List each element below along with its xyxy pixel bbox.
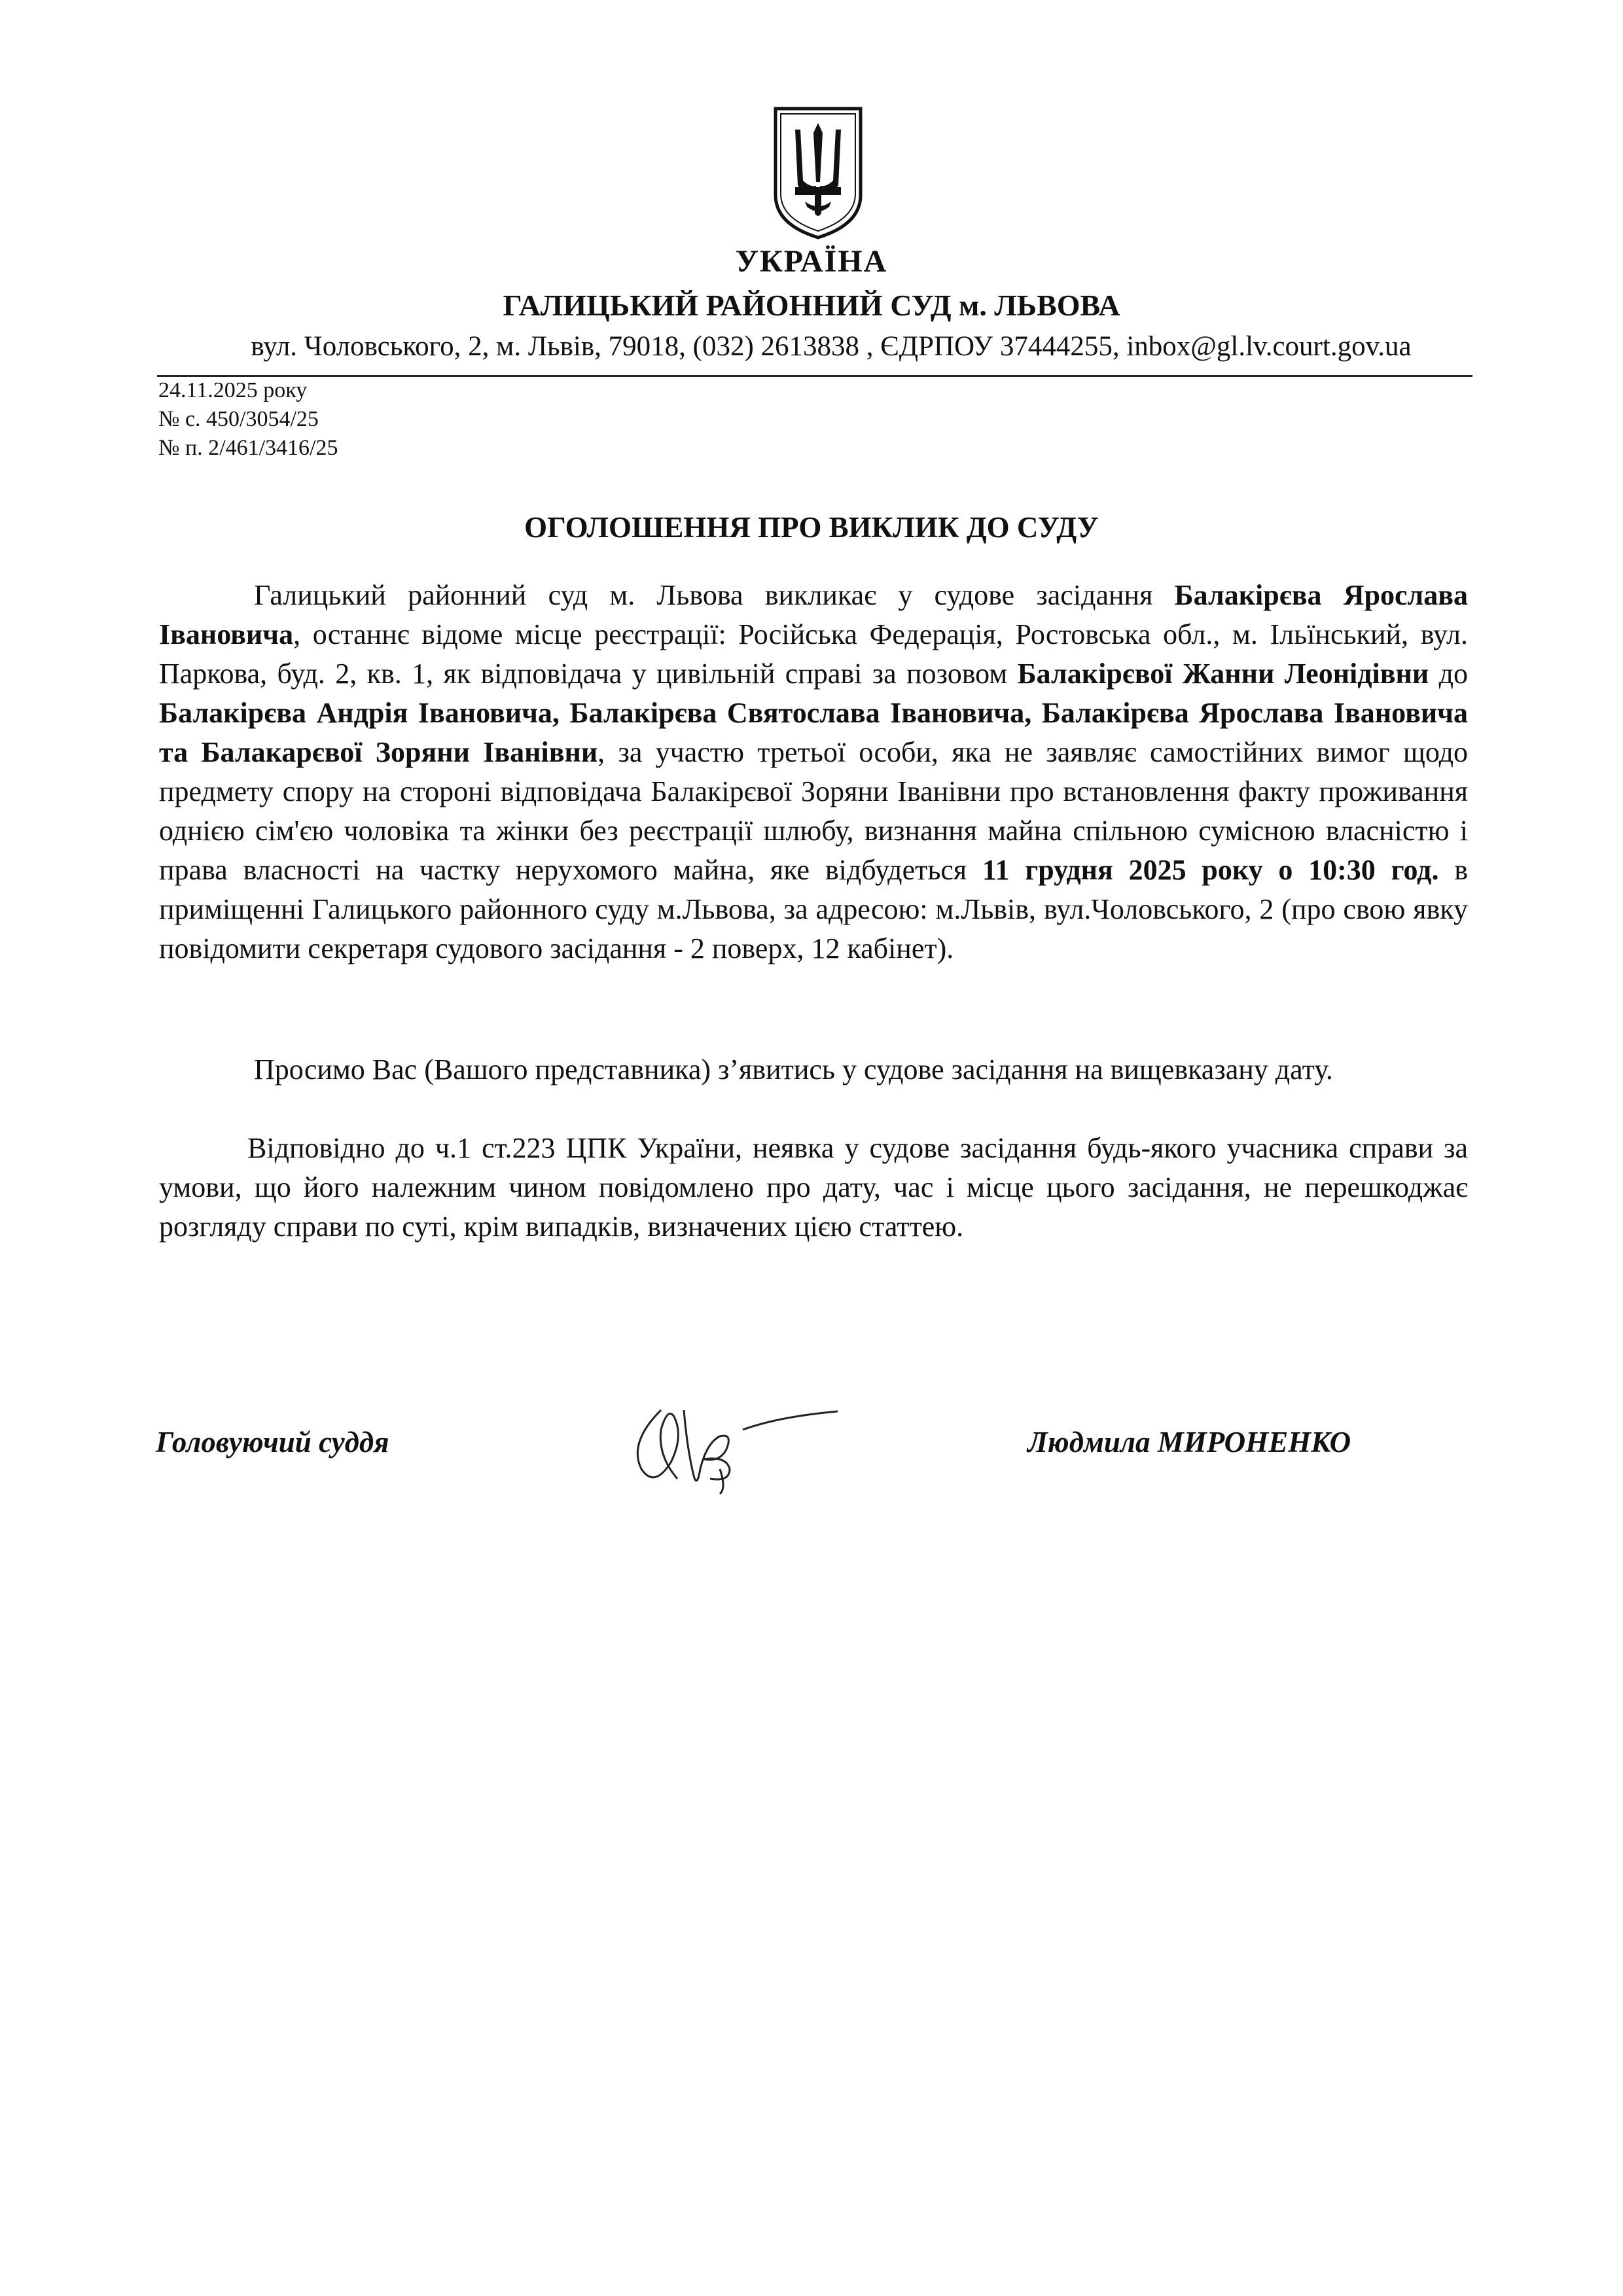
notice-text: в приміщенні Галицького районного суду м.Львова, за адресою: м.Львів, вул.Чоловського, 2 (про свою явку повідомити секретаря судового засідання - 2 поверх, 12 кабінет). — [159, 854, 1469, 964]
notice-text: , останнє відоме місце реєстрації: Російська Федерація, Ростовська обл., м. Ільїнський, вул. Паркова, буд. 2, кв. 1, як відповідача у цивільній справі за позовом — [159, 618, 1468, 690]
notice-text: , за участю третьої особи, яка не заявляє самостійних вимог щодо предмету спору на стороні відповідача Балакірєвої Зоряни Іванівни про встановлення факту проживання однією сім'єю чоловіка та жінки без реєстрації шлюбу, визнання майна спільною сумісною власністю і права власності на частку нерухомого майна, яке відбудеться — [159, 736, 1469, 886]
defendants-list: Балакірєва Андрія Івановича, Балакірєва Святослава Івановича, Балакірєва Ярослава Івановича та Балакарєвої Зоряни Іванівни — [159, 697, 1468, 768]
handwritten-signature — [622, 1390, 838, 1495]
notice-text: Галицький районний суд м. Львова викликає у судове засідання — [254, 579, 1175, 611]
court-name-heading: ГАЛИЦЬКИЙ РАЙОННИЙ СУД м. ЛЬВОВА — [503, 289, 1120, 322]
judge-name: Людмила МИРОНЕНКО — [1027, 1426, 1351, 1458]
trident-coat-of-arms-icon — [769, 103, 867, 241]
court-address: вул. Чоловського, 2, м. Львів, 79018, (032) 2613838 , ЄДРПОУ 37444255, inbox@gl.lv.court.gov.ua — [251, 331, 1412, 362]
judge-title: Головуючий суддя — [156, 1426, 389, 1458]
defendant-name: Балакірєва Ярослава Івановича — [159, 579, 1468, 650]
hearing-datetime: 11 грудня 2025 року о 10:30 год. — [982, 854, 1439, 886]
case-number: № п. 2/461/3416/25 — [158, 436, 338, 460]
plaintiff-name: Балакірєвої Жанни Леонідівни — [1017, 658, 1429, 690]
notice-paragraph-main — [159, 576, 1468, 968]
notice-paragraph-law: Відповідно до ч.1 ст.223 ЦПК України, неявка у судове засідання будь-якого учасника справи за умови, що його належним чином повідомлено про дату, час і місце цього засідання, не перешкоджає розгляду справи по суті, крім випадків, визначених цією статтею. — [159, 1132, 1468, 1243]
notice-paragraph-request: Просимо Вас (Вашого представника) з’явитись у судове засідання на вищевказану дату. — [254, 1053, 1333, 1086]
outgoing-number: № с. 450/3054/25 — [158, 407, 319, 431]
notice-title: ОГОЛОШЕННЯ ПРО ВИКЛИК ДО СУДУ — [524, 511, 1099, 544]
document-meta — [158, 376, 338, 463]
header-divider — [157, 375, 1472, 377]
document-date: 24.11.2025 року — [158, 378, 308, 402]
notice-text: до — [1429, 658, 1468, 690]
country-heading: УКРАЇНА — [735, 244, 888, 279]
